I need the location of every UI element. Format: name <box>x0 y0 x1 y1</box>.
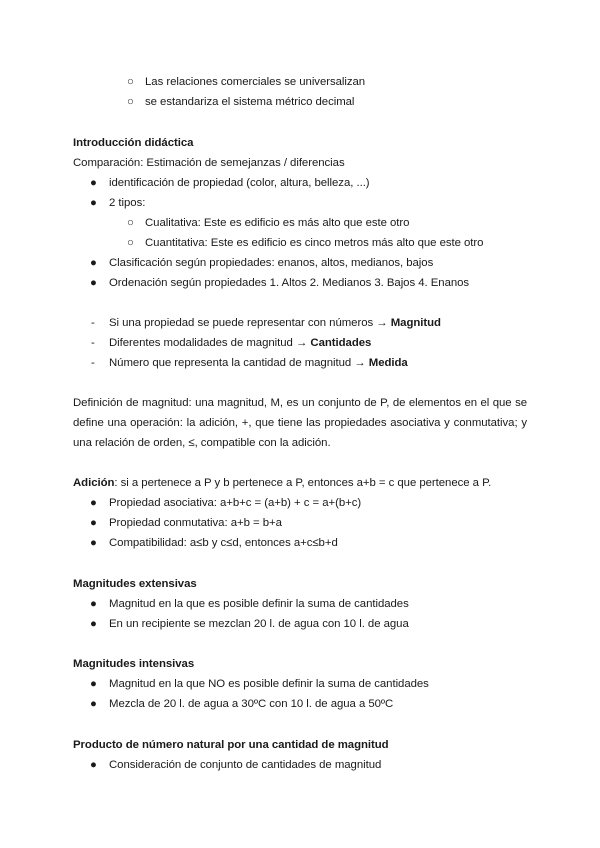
dash-item-term: Medida <box>368 357 408 369</box>
adicion-label: Adición <box>73 477 115 489</box>
dash-item-prefix: Número que representa la cantidad de magnitud → <box>109 357 369 369</box>
list-item-text: Propiedad asociativa: a+b+c = (a+b) + c = a+(b+c) <box>109 497 362 509</box>
heading-text: Introducción didáctica <box>73 137 194 149</box>
list-item-text: Cualitativa: Este es edificio es más alto que este otro <box>145 217 410 229</box>
list-item-text: Propiedad conmutativa: a+b = b+a <box>109 517 282 529</box>
list-item-text: identificación de propiedad (color, altura, belleza, ...) <box>109 177 370 189</box>
dash-item-prefix: Si una propiedad se puede representar con números → <box>109 317 391 329</box>
dot-bullet-icon: ● <box>90 598 97 610</box>
dot-bullet-icon: ● <box>90 537 97 549</box>
dot-bullet-icon: ● <box>90 257 97 269</box>
list-item-text: Magnitud en la que es posible definir la suma de cantidades <box>109 598 409 610</box>
circle-bullet-icon: ○ <box>127 96 134 108</box>
list-item-text: Compatibilidad: a≤b y c≤d, entonces a+c≤b+d <box>109 537 338 549</box>
list-item-text: Consideración de conjunto de cantidades de magnitud <box>109 759 382 771</box>
dot-bullet-icon: ● <box>90 678 97 690</box>
circle-bullet-icon: ○ <box>127 237 134 249</box>
circle-bullet-icon: ○ <box>127 217 134 229</box>
dash-bullet-icon: - <box>91 317 95 329</box>
dot-bullet-icon: ● <box>90 197 97 209</box>
dash-item-prefix: Diferentes modalidades de magnitud → <box>109 337 311 349</box>
circle-bullet-icon: ○ <box>127 76 134 88</box>
list-item-text: Clasificación según propiedades: enanos, altos, medianos, bajos <box>109 257 434 269</box>
dot-bullet-icon: ● <box>90 177 97 189</box>
dash-item-text <box>109 316 441 330</box>
adicion-text <box>73 476 491 490</box>
dot-bullet-icon: ● <box>90 277 97 289</box>
heading-text: Producto de número natural por una cantidad de magnitud <box>73 739 389 751</box>
dash-item-text <box>109 336 371 350</box>
dash-item-term: Cantidades <box>310 337 372 349</box>
list-item-text: Magnitud en la que NO es posible definir la suma de cantidades <box>109 678 429 690</box>
list-item-text: Las relaciones comerciales se universalizan <box>145 76 366 88</box>
definicion-paragraph: Definición de magnitud: una magnitud, M, es un conjunto de P, de elementos en el que se define una operación: la adición, +, que tiene las propiedades asociativa y conmutativa; y una relación de orden, ≤, compatible con la adición. <box>73 397 527 449</box>
dot-bullet-icon: ● <box>90 517 97 529</box>
dot-bullet-icon: ● <box>90 618 97 630</box>
list-item-text: 2 tipos: <box>109 197 146 209</box>
list-item-text: Mezcla de 20 l. de agua a 30ºC con 10 l. de agua a 50ºC <box>109 698 394 710</box>
paragraph-text: Comparación: Estimación de semejanzas / diferencias <box>73 157 345 169</box>
dot-bullet-icon: ● <box>90 497 97 509</box>
adicion-definition: : si a pertenece a P y b pertenece a P, entonces a+b = c que pertenece a P. <box>114 477 492 489</box>
list-item-text: Ordenación según propiedades 1. Altos 2. Medianos 3. Bajos 4. Enanos <box>109 277 470 289</box>
list-item-text: Cuantitativa: Este es edificio es cinco metros más alto que este otro <box>145 237 484 249</box>
dot-bullet-icon: ● <box>90 698 97 710</box>
list-item-text: En un recipiente se mezclan 20 l. de agua con 10 l. de agua <box>109 618 409 630</box>
dash-item-text <box>109 356 408 370</box>
dot-bullet-icon: ● <box>90 759 97 771</box>
dash-item-term: Magnitud <box>390 317 441 329</box>
heading-text: Magnitudes extensivas <box>73 578 197 590</box>
dash-bullet-icon: - <box>91 357 95 369</box>
dash-bullet-icon: - <box>91 337 95 349</box>
list-item-text: se estandariza el sistema métrico decimal <box>145 96 355 108</box>
heading-text: Magnitudes intensivas <box>73 658 195 670</box>
